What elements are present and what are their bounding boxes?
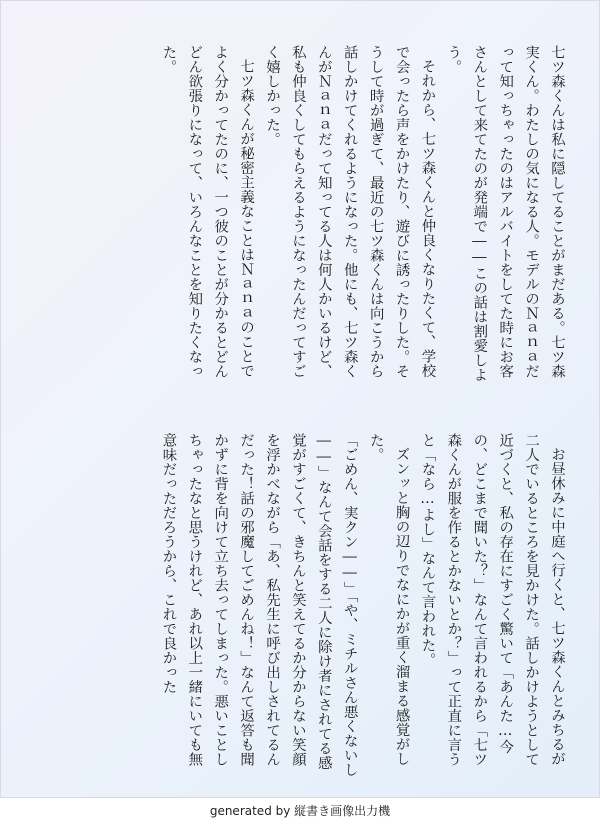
paragraph: 「ごめん、実クン――」「や、ミチルさん悪くないし――」なんて会話をする二人に除け者にされてる感覚がすごくて、きちんと笑えてるか分からない笑顔を浮かべながら「あ、私先生に呼び出しされてるんだった！話の邪魔してごめんね！」なんて返答も聞かずに背を向けて立ち去ってしまった。悪いことしちゃったなと思うけれど、あれ以上一緒にいても無意味だっただろうから、これで良かった: [160, 433, 358, 777]
paragraph: 七ツ森くんは私に隠してることがまだある。七ツ森実くん。わたしの気になる人。モデルのＮａｎａだって知っちゃったのはアルバイトをしてた時にお客さんとして来てたのが発端で――この話は割愛しよう。: [445, 45, 565, 382]
paragraph: ズンッと胸の辺りでなにかが重く溜まる感覚がした。: [367, 433, 410, 767]
text-block-top: [77, 45, 569, 391]
paragraph: 七ツ森くんが秘密主義なことはＮａｎａのことでよく分かってたのに、一つ彼のことが分かるとどんどん欲張りになって、いろんなことを知りたくなった。: [160, 45, 255, 379]
generator-credit: generated by 縦書き画像出力機: [209, 804, 391, 818]
paragraph: それから、七ツ森くんと仲良くなりたくて、学校で会ったら声をかけたり、遊びに誘ったりした。そうして時が過ぎて、最近の七ツ森くんは向こうから話しかけてくれるようになった。他にも、七ツ森くんがＮａｎａだって知ってる人は何人かいるけど、私も仲良くしてもらえるようになったんだってすごく嬉しかった。: [264, 45, 436, 379]
text-block-bottom: [25, 433, 569, 779]
paragraph: お昼休みに中庭へ行くと、七ツ森くんとみちるが二人でいるところを見かけた。話しかけようとして近づくと、私の存在にすごく驚いて「あんた…今の、どこまで聞いた？」なんて言われるから「七ツ森くんが服を作るとかないとか？」って正直に言うと「なら…よし」なんて言われた。: [419, 433, 565, 767]
